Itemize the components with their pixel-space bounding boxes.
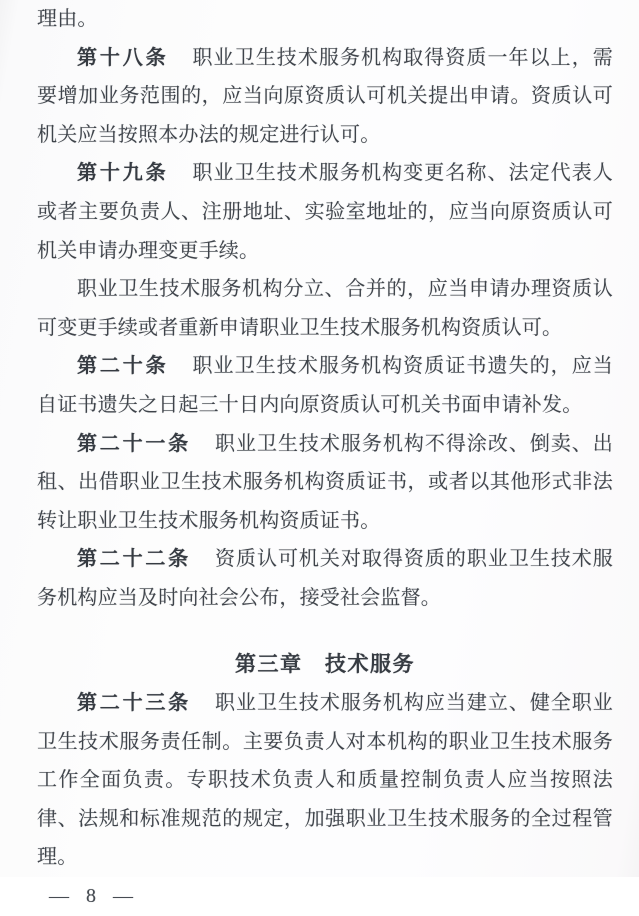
plain-paragraph-split-merge bbox=[37, 270, 613, 347]
article-number: 第二十条 bbox=[77, 355, 169, 378]
article-text: 资质认可机关对取得资质的职业卫生技术服务机构应当及时向社会公布，接受社会监督。 bbox=[37, 548, 614, 609]
article-number: 第二十一条 bbox=[77, 432, 191, 455]
article-paragraph-22 bbox=[37, 540, 613, 617]
chapter-heading: 第三章 技术服务 bbox=[235, 651, 415, 676]
article-paragraph-18 bbox=[37, 39, 613, 155]
paragraph-text: 职业卫生技术服务机构分立、合并的，应当申请办理资质认可变更手续或者重新申请职业卫生技术服务机构资质认可。 bbox=[37, 278, 613, 339]
article-text: 职业卫生技术服务机构资质证书遗失的，应当自证书遗失之日起三十日内向原资质认可机关书面申请补发。 bbox=[37, 355, 614, 416]
article-text: 职业卫生技术服务机构变更名称、法定代表人或者主要负责人、注册地址、实验室地址的，应当向原资质认可机关申请办理变更手续。 bbox=[37, 162, 614, 262]
page-number: — 8 — bbox=[49, 885, 135, 908]
article-paragraph-21 bbox=[37, 425, 613, 541]
continuation-paragraph bbox=[37, 0, 613, 39]
article-number: 第十九条 bbox=[77, 162, 169, 185]
article-number: 第二十三条 bbox=[77, 692, 191, 715]
article-number: 第二十二条 bbox=[77, 548, 191, 571]
article-paragraph-19 bbox=[37, 154, 613, 270]
page-content bbox=[37, 0, 613, 916]
continuation-text: 理由。 bbox=[37, 8, 98, 30]
article-text: 职业卫生技术服务机构应当建立、健全职业卫生技术服务责任制。主要负责人对本机构的职业卫生技术服务工作全面负责。专职技术负责人和质量控制负责人应当按照法律、法规和标准规范的规定，加强职业卫生技术服务的全过程管理。 bbox=[37, 692, 614, 869]
article-paragraph-23 bbox=[37, 684, 613, 877]
article-number: 第十八条 bbox=[77, 46, 169, 69]
article-text: 职业卫生技术服务机构取得资质一年以上，需要增加业务范围的，应当向原资质认可机关提出申请。资质认可机关应当按照本办法的规定进行认可。 bbox=[37, 46, 614, 146]
article-paragraph-20 bbox=[37, 347, 613, 424]
article-text: 职业卫生技术服务机构不得涂改、倒卖、出租、出借职业卫生技术服务机构资质证书，或者以其他形式非法转让职业卫生技术服务机构资质证书。 bbox=[37, 432, 614, 532]
